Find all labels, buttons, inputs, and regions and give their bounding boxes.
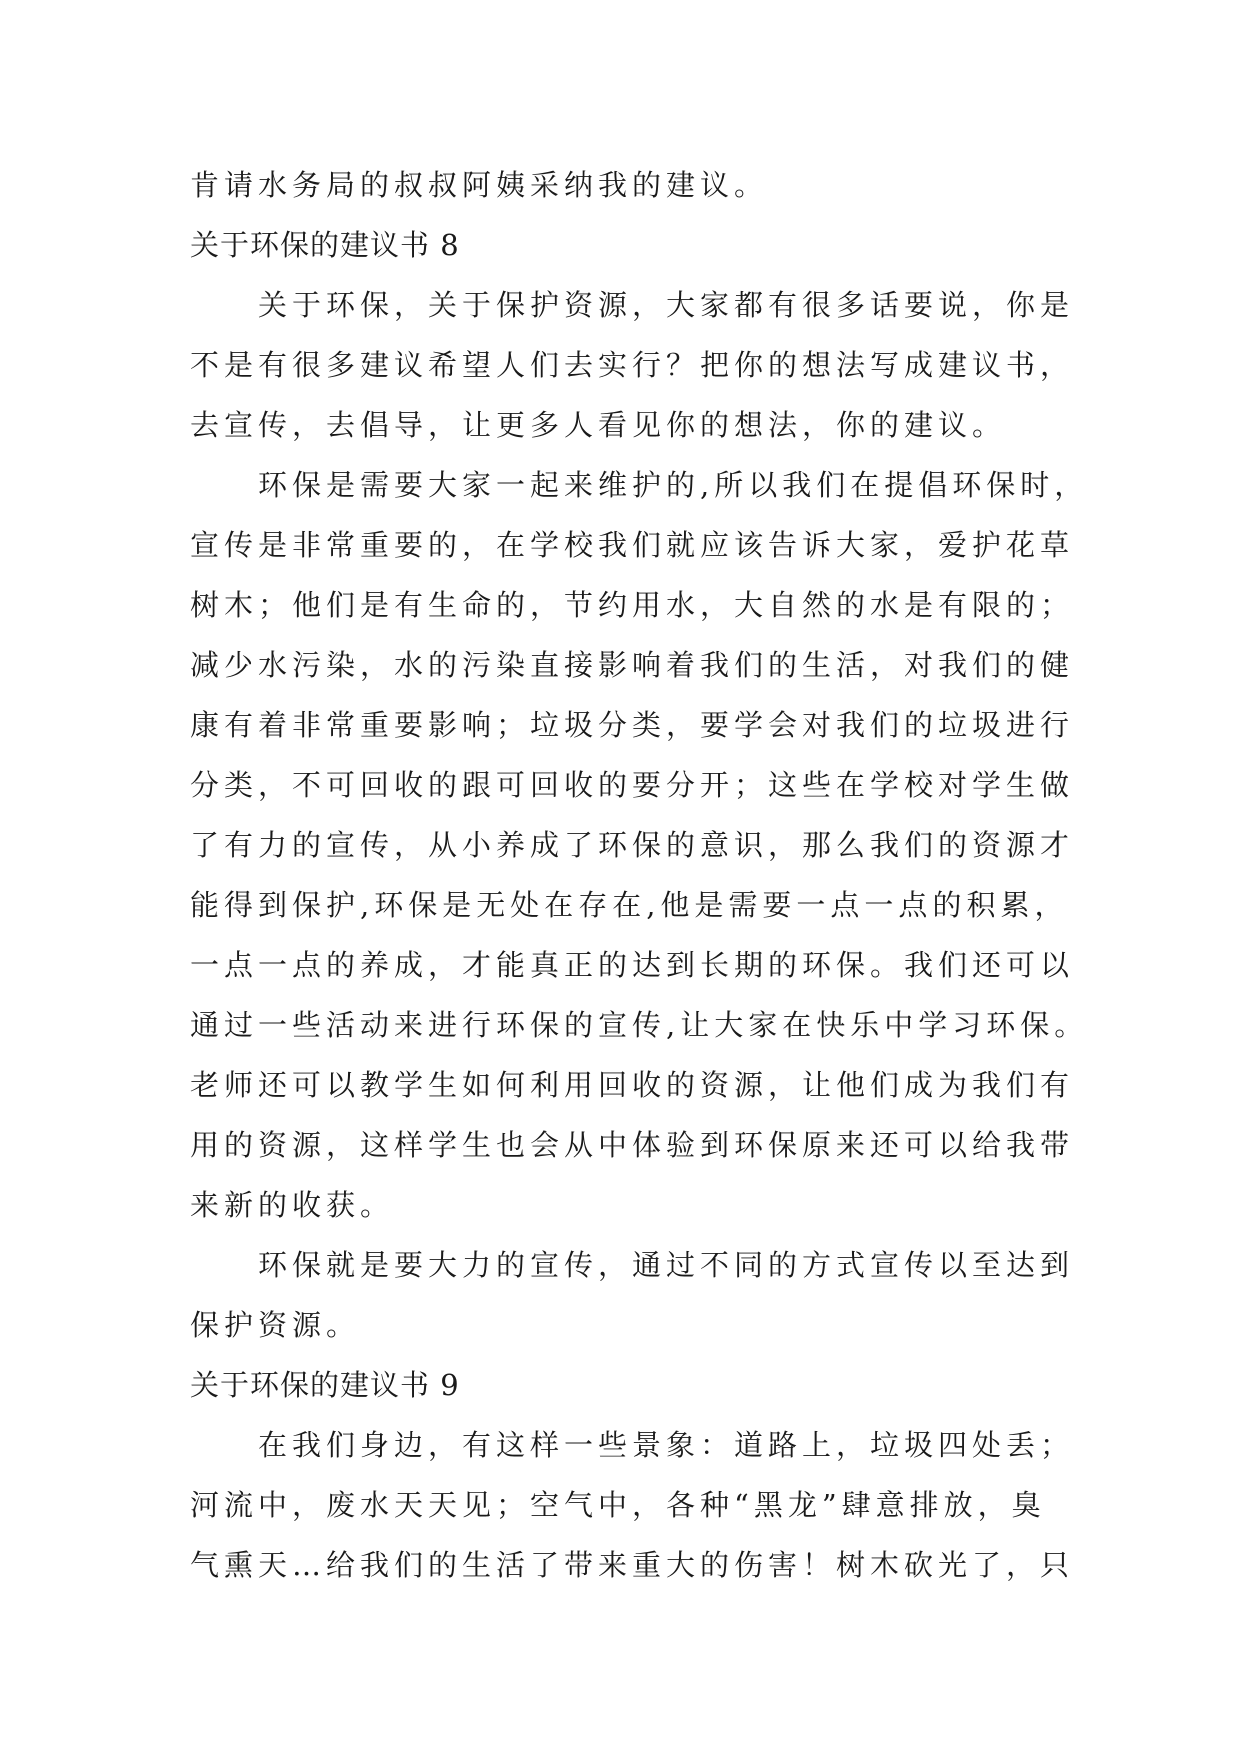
paragraph-line: 用的资源，这样学生也会从中体验到环保原来还可以给我带	[190, 1128, 1075, 1162]
paragraph-line: 宣传是非常重要的，在学校我们就应该告诉大家，爱护花草	[190, 528, 1075, 562]
paragraph-line: 不是有很多建议希望人们去实行？把你的想法写成建议书，	[190, 348, 1075, 382]
section-heading: 关于环保的建议书 9	[190, 1368, 460, 1402]
paragraph-line: 分类，不可回收的跟可回收的要分开；这些在学校对学生做	[190, 768, 1075, 802]
paragraph-line: 能得到保护,环保是无处在存在,他是需要一点一点的积累，	[190, 888, 1069, 922]
paragraph-line: 去宣传，去倡导，让更多人看见你的想法，你的建议。	[190, 408, 1007, 442]
document-page	[190, 155, 1089, 1595]
paragraph-line: 康有着非常重要影响；垃圾分类，要学会对我们的垃圾进行	[190, 708, 1075, 742]
section-heading: 关于环保的建议书 8	[190, 228, 460, 262]
paragraph-line: 来新的收获。	[190, 1188, 395, 1222]
paragraph-line: 老师还可以教学生如何利用回收的资源，让他们成为我们有	[190, 1068, 1075, 1102]
paragraph-line: 保护资源。	[190, 1308, 361, 1342]
paragraph-line: 了有力的宣传，从小养成了环保的意识，那么我们的资源才	[190, 828, 1075, 862]
paragraph-line: 一点一点的养成，才能真正的达到长期的环保。我们还可以	[190, 948, 1075, 982]
paragraph-line: 环保是需要大家一起来维护的,所以我们在提倡环保时，	[258, 468, 1089, 502]
paragraph-line: 环保就是要大力的宣传，通过不同的方式宣传以至达到	[258, 1248, 1075, 1282]
paragraph-line: 河流中，废水天天见；空气中，各种“黑龙”肆意排放，臭	[190, 1488, 1046, 1522]
paragraph-line: 树木；他们是有生命的，节约用水，大自然的水是有限的；	[190, 588, 1075, 622]
paragraph-line: 关于环保，关于保护资源，大家都有很多话要说，你是	[258, 288, 1075, 322]
paragraph-line: 在我们身边，有这样一些景象：道路上，垃圾四处丢；	[258, 1428, 1075, 1462]
paragraph-line: 气熏天…给我们的生活了带来重大的伤害！树木砍光了，只	[190, 1548, 1075, 1582]
paragraph-line: 减少水污染，水的污染直接影响着我们的生活，对我们的健	[190, 648, 1075, 682]
paragraph-line: 通过一些活动来进行环保的宣传,让大家在快乐中学习环保。	[190, 1008, 1089, 1042]
paragraph-line: 肯请水务局的叔叔阿姨采纳我的建议。	[190, 168, 769, 202]
